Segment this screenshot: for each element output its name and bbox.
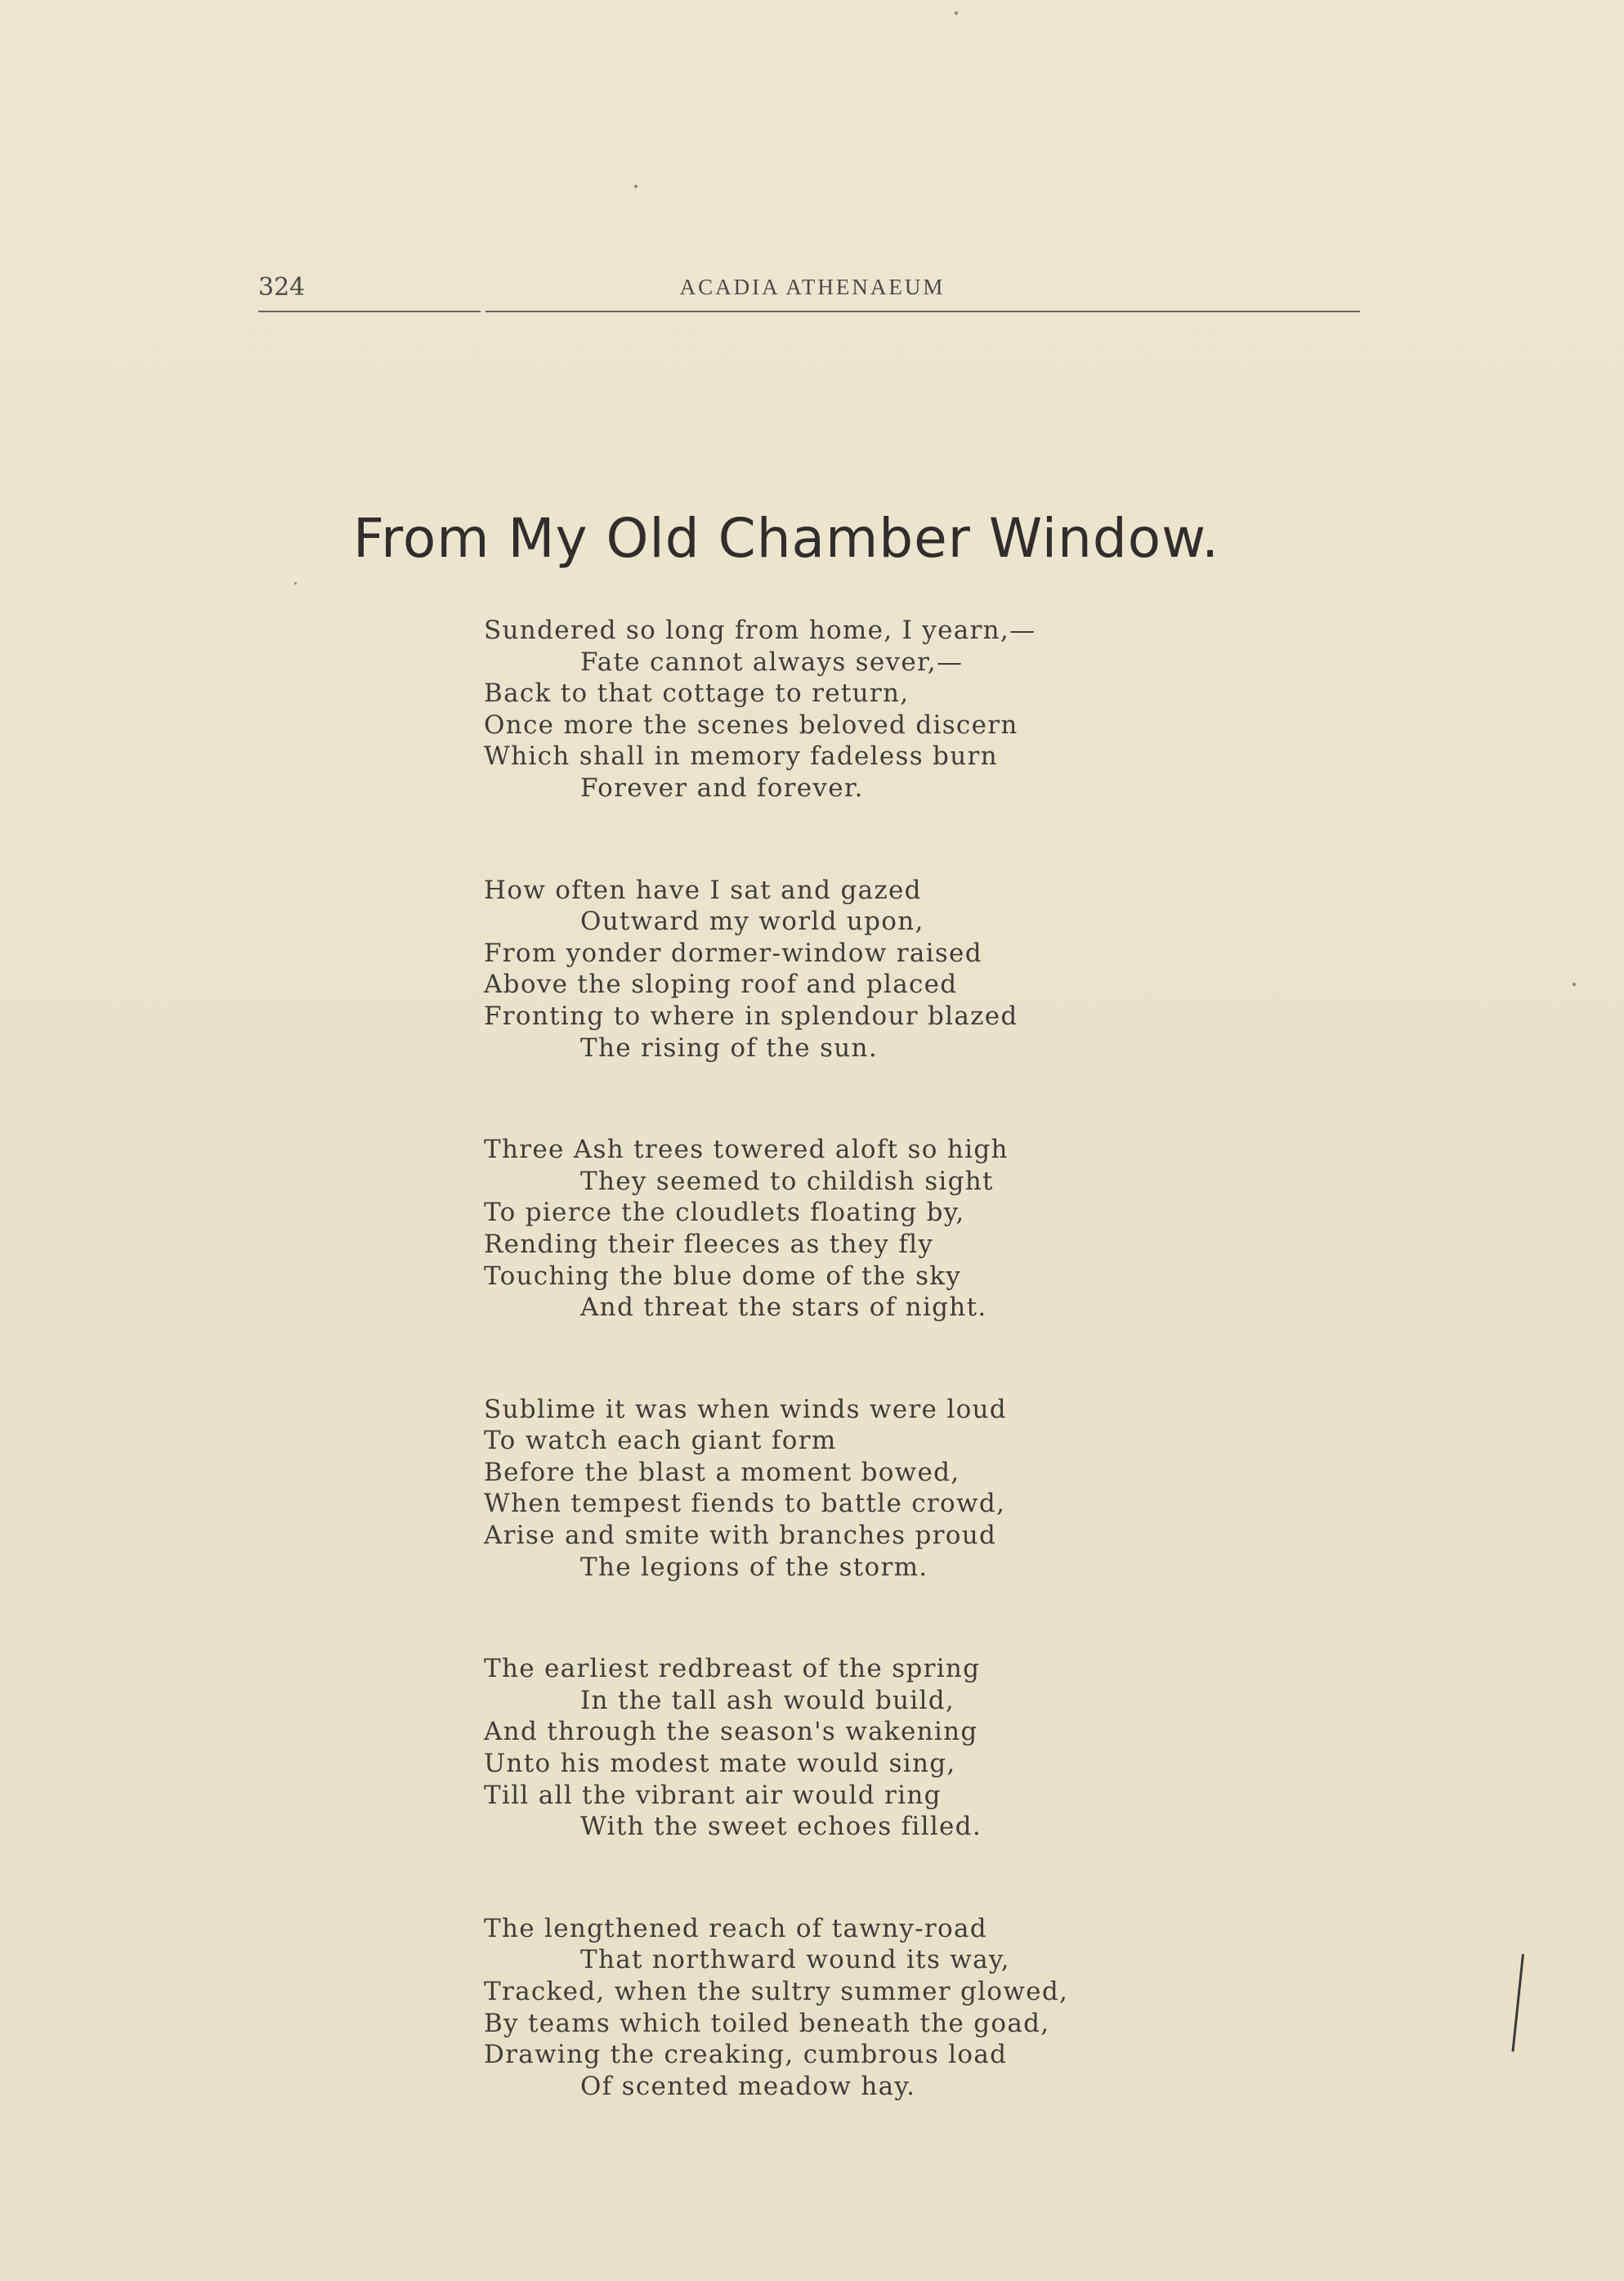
poem-line: That northward wound its way, bbox=[580, 1945, 1010, 1975]
poem-line: Till all the vibrant air would ring bbox=[484, 1780, 942, 1810]
poem-line: Fate cannot always sever,— bbox=[580, 647, 964, 677]
poem-line: Sublime it was when winds were loud bbox=[484, 1394, 1007, 1424]
poem-line: Drawing the creaking, cumbrous load bbox=[484, 2040, 1008, 2070]
poem-line: The lengthened reach of tawny-road bbox=[484, 1913, 987, 1943]
poem-line: To watch each giant form bbox=[484, 1426, 837, 1456]
poem-line: Of scented meadow hay. bbox=[580, 2071, 916, 2101]
poem-line: Back to that cottage to return, bbox=[484, 679, 910, 709]
stanza bbox=[484, 875, 1138, 1064]
poem-title: From My Old Chamber Window. bbox=[353, 507, 1220, 570]
margin-pencil-mark bbox=[1511, 1954, 1524, 2052]
poem-line: By teams which toiled beneath the goad, bbox=[484, 2008, 1050, 2038]
running-title: ACADIA ATHENAEUM bbox=[679, 275, 946, 299]
stanza bbox=[484, 615, 1138, 804]
poem-line: When tempest fiends to battle crowd, bbox=[484, 1489, 1006, 1519]
poem-line: And through the season's wakening bbox=[484, 1717, 978, 1747]
poem-line: Forever and forever. bbox=[580, 773, 864, 803]
poem-line: Outward my world upon, bbox=[580, 907, 924, 937]
poem-body bbox=[484, 615, 1138, 2172]
header-rule bbox=[258, 311, 481, 312]
header-rule bbox=[485, 311, 1360, 312]
paper-speck bbox=[955, 11, 958, 15]
poem-line: Touching the blue dome of the sky bbox=[484, 1261, 962, 1291]
poem-line: Arise and smite with branches proud bbox=[484, 1521, 997, 1551]
stanza bbox=[484, 1913, 1138, 2103]
poem-line: Before the blast a moment bowed, bbox=[484, 1457, 960, 1487]
poem-line: How often have I sat and gazed bbox=[484, 875, 922, 905]
page-header bbox=[258, 268, 1360, 307]
poem-line: Above the sloping roof and placed bbox=[484, 970, 958, 1000]
paper-speck bbox=[294, 582, 297, 585]
page-number: 324 bbox=[258, 273, 306, 302]
poem-line: In the tall ash would build, bbox=[580, 1685, 955, 1715]
poem-line: And threat the stars of night. bbox=[580, 1293, 987, 1323]
poem-line: Unto his modest mate would sing, bbox=[484, 1749, 956, 1779]
poem-line: Sundered so long from home, I yearn,— bbox=[484, 616, 1036, 645]
poem-line: The legions of the storm. bbox=[580, 1552, 928, 1582]
poem-line: The rising of the sun. bbox=[580, 1033, 878, 1063]
poem-line: Once more the scenes beloved discern bbox=[484, 710, 1018, 740]
poem-line: To pierce the cloudlets floating by, bbox=[484, 1198, 965, 1228]
poem-line: Tracked, when the sultry summer glowed, bbox=[484, 1977, 1069, 2006]
poem-line: The earliest redbreast of the spring bbox=[484, 1654, 981, 1684]
poem-line: Three Ash trees towered aloft so high bbox=[484, 1135, 1009, 1165]
stanza bbox=[484, 1134, 1138, 1324]
paper-speck bbox=[1573, 983, 1576, 986]
poem-line: Fronting to where in splendour blazed bbox=[484, 1001, 1018, 1031]
paper-speck bbox=[634, 185, 638, 188]
poem-line: From yonder dormer-window raised bbox=[484, 938, 982, 968]
stanza bbox=[484, 1394, 1138, 1584]
stanza bbox=[484, 1653, 1138, 1843]
poem-line: With the sweet echoes filled. bbox=[580, 1812, 982, 1842]
poem-line: They seemed to childish sight bbox=[580, 1166, 994, 1196]
poem-line: Which shall in memory fadeless burn bbox=[484, 742, 998, 772]
poem-line: Rending their fleeces as they fly bbox=[484, 1229, 934, 1259]
